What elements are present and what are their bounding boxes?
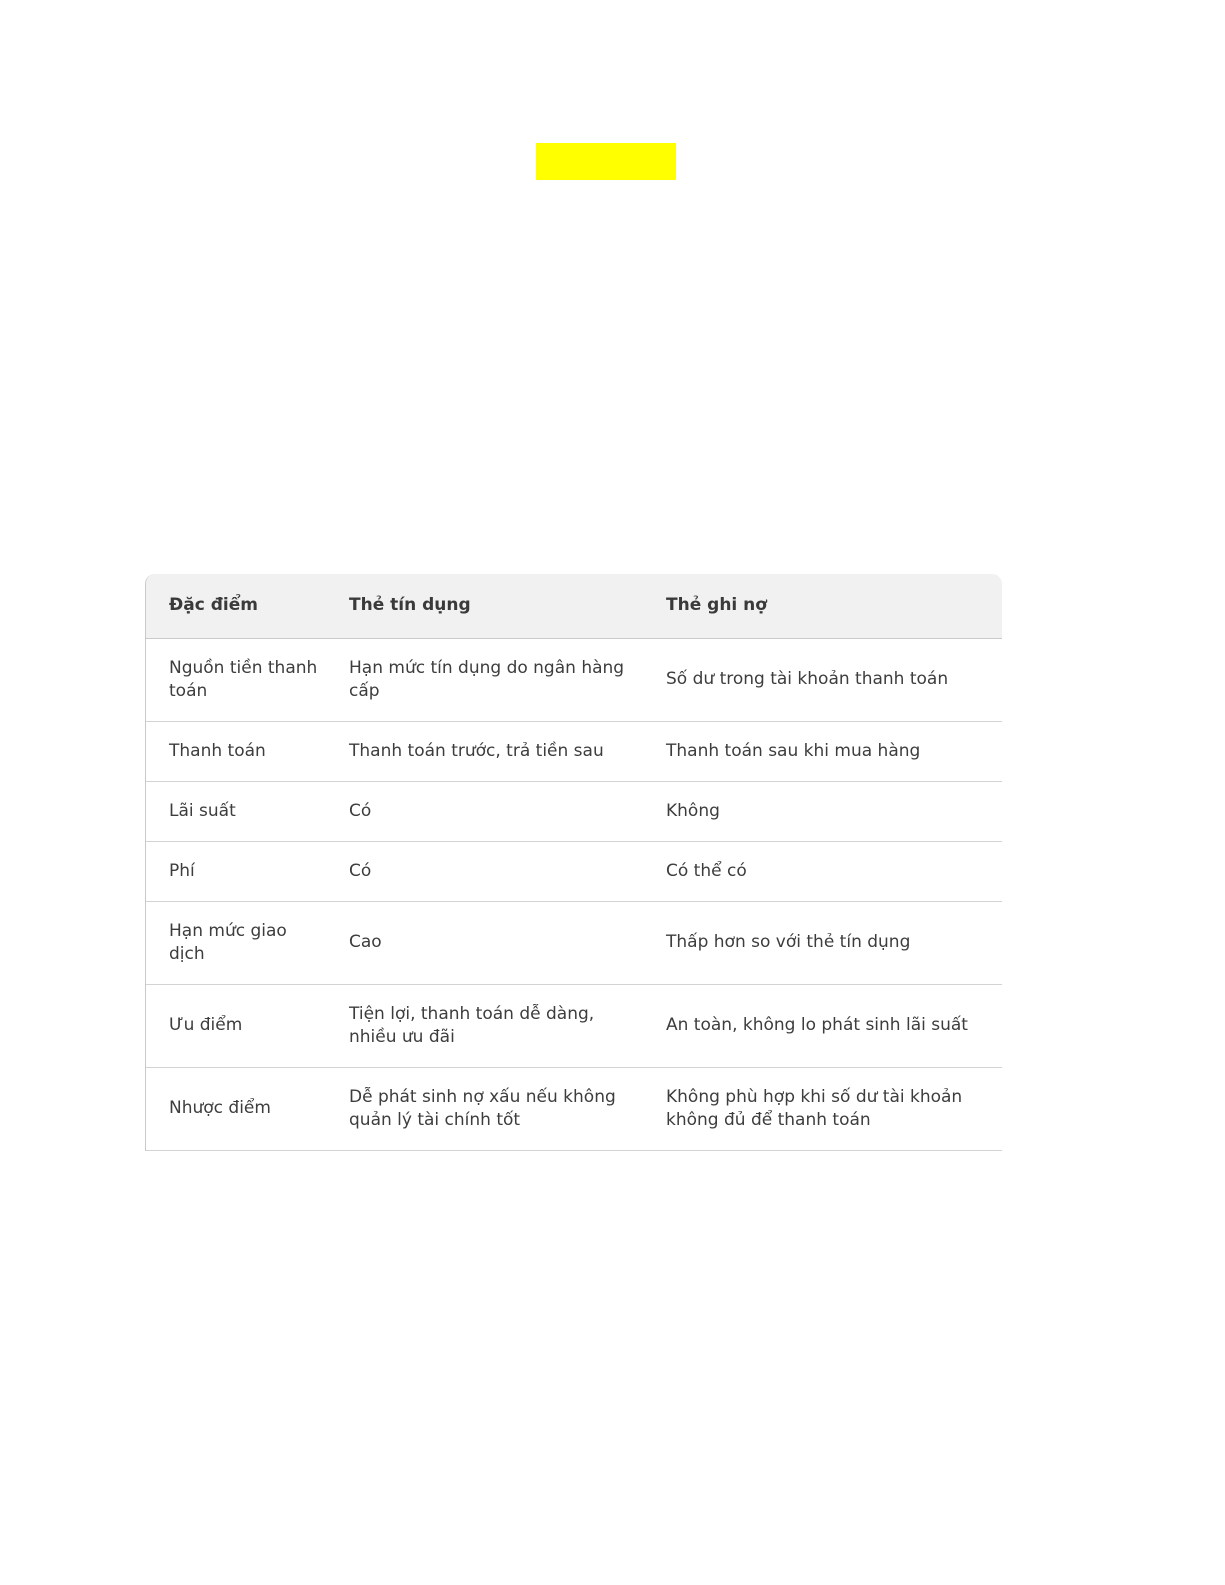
table-cell: An toàn, không lo phát sinh lãi suất — [644, 984, 1002, 1067]
header-credit-card: Thẻ tín dụng — [326, 574, 644, 638]
table-cell: Nguồn tiền thanh toán — [146, 638, 326, 721]
table-body — [146, 638, 1002, 1150]
table-cell: Ưu điểm — [146, 984, 326, 1067]
table-cell: Tiện lợi, thanh toán dễ dàng, nhiều ưu đãi — [326, 984, 644, 1067]
table-cell: Nhược điểm — [146, 1067, 326, 1150]
header-debit-card: Thẻ ghi nợ — [644, 574, 1002, 638]
table-cell: Không — [644, 781, 1002, 841]
table-header — [146, 574, 1002, 638]
table-row — [146, 841, 1002, 901]
table-cell: Thanh toán trước, trả tiền sau — [326, 721, 644, 781]
table-cell: Hạn mức giao dịch — [146, 901, 326, 984]
table-row — [146, 721, 1002, 781]
table-cell: Dễ phát sinh nợ xấu nếu không quản lý tài chính tốt — [326, 1067, 644, 1150]
table-cell: Có — [326, 841, 644, 901]
table-row — [146, 984, 1002, 1067]
header-feature: Đặc điểm — [146, 574, 326, 638]
table-cell: Số dư trong tài khoản thanh toán — [644, 638, 1002, 721]
table-cell: Không phù hợp khi số dư tài khoản không đủ để thanh toán — [644, 1067, 1002, 1150]
comparison-table — [146, 574, 1002, 1151]
table-cell: Có — [326, 781, 644, 841]
table-cell: Thanh toán — [146, 721, 326, 781]
yellow-highlight-block — [536, 143, 676, 180]
comparison-table-container — [145, 574, 1002, 1151]
table-cell: Thanh toán sau khi mua hàng — [644, 721, 1002, 781]
table-row — [146, 781, 1002, 841]
table-cell: Hạn mức tín dụng do ngân hàng cấp — [326, 638, 644, 721]
table-header-row — [146, 574, 1002, 638]
table-cell: Thấp hơn so với thẻ tín dụng — [644, 901, 1002, 984]
table-cell: Có thể có — [644, 841, 1002, 901]
table-row — [146, 638, 1002, 721]
table-row — [146, 901, 1002, 984]
table-cell: Cao — [326, 901, 644, 984]
table-cell: Lãi suất — [146, 781, 326, 841]
table-row — [146, 1067, 1002, 1150]
table-cell: Phí — [146, 841, 326, 901]
